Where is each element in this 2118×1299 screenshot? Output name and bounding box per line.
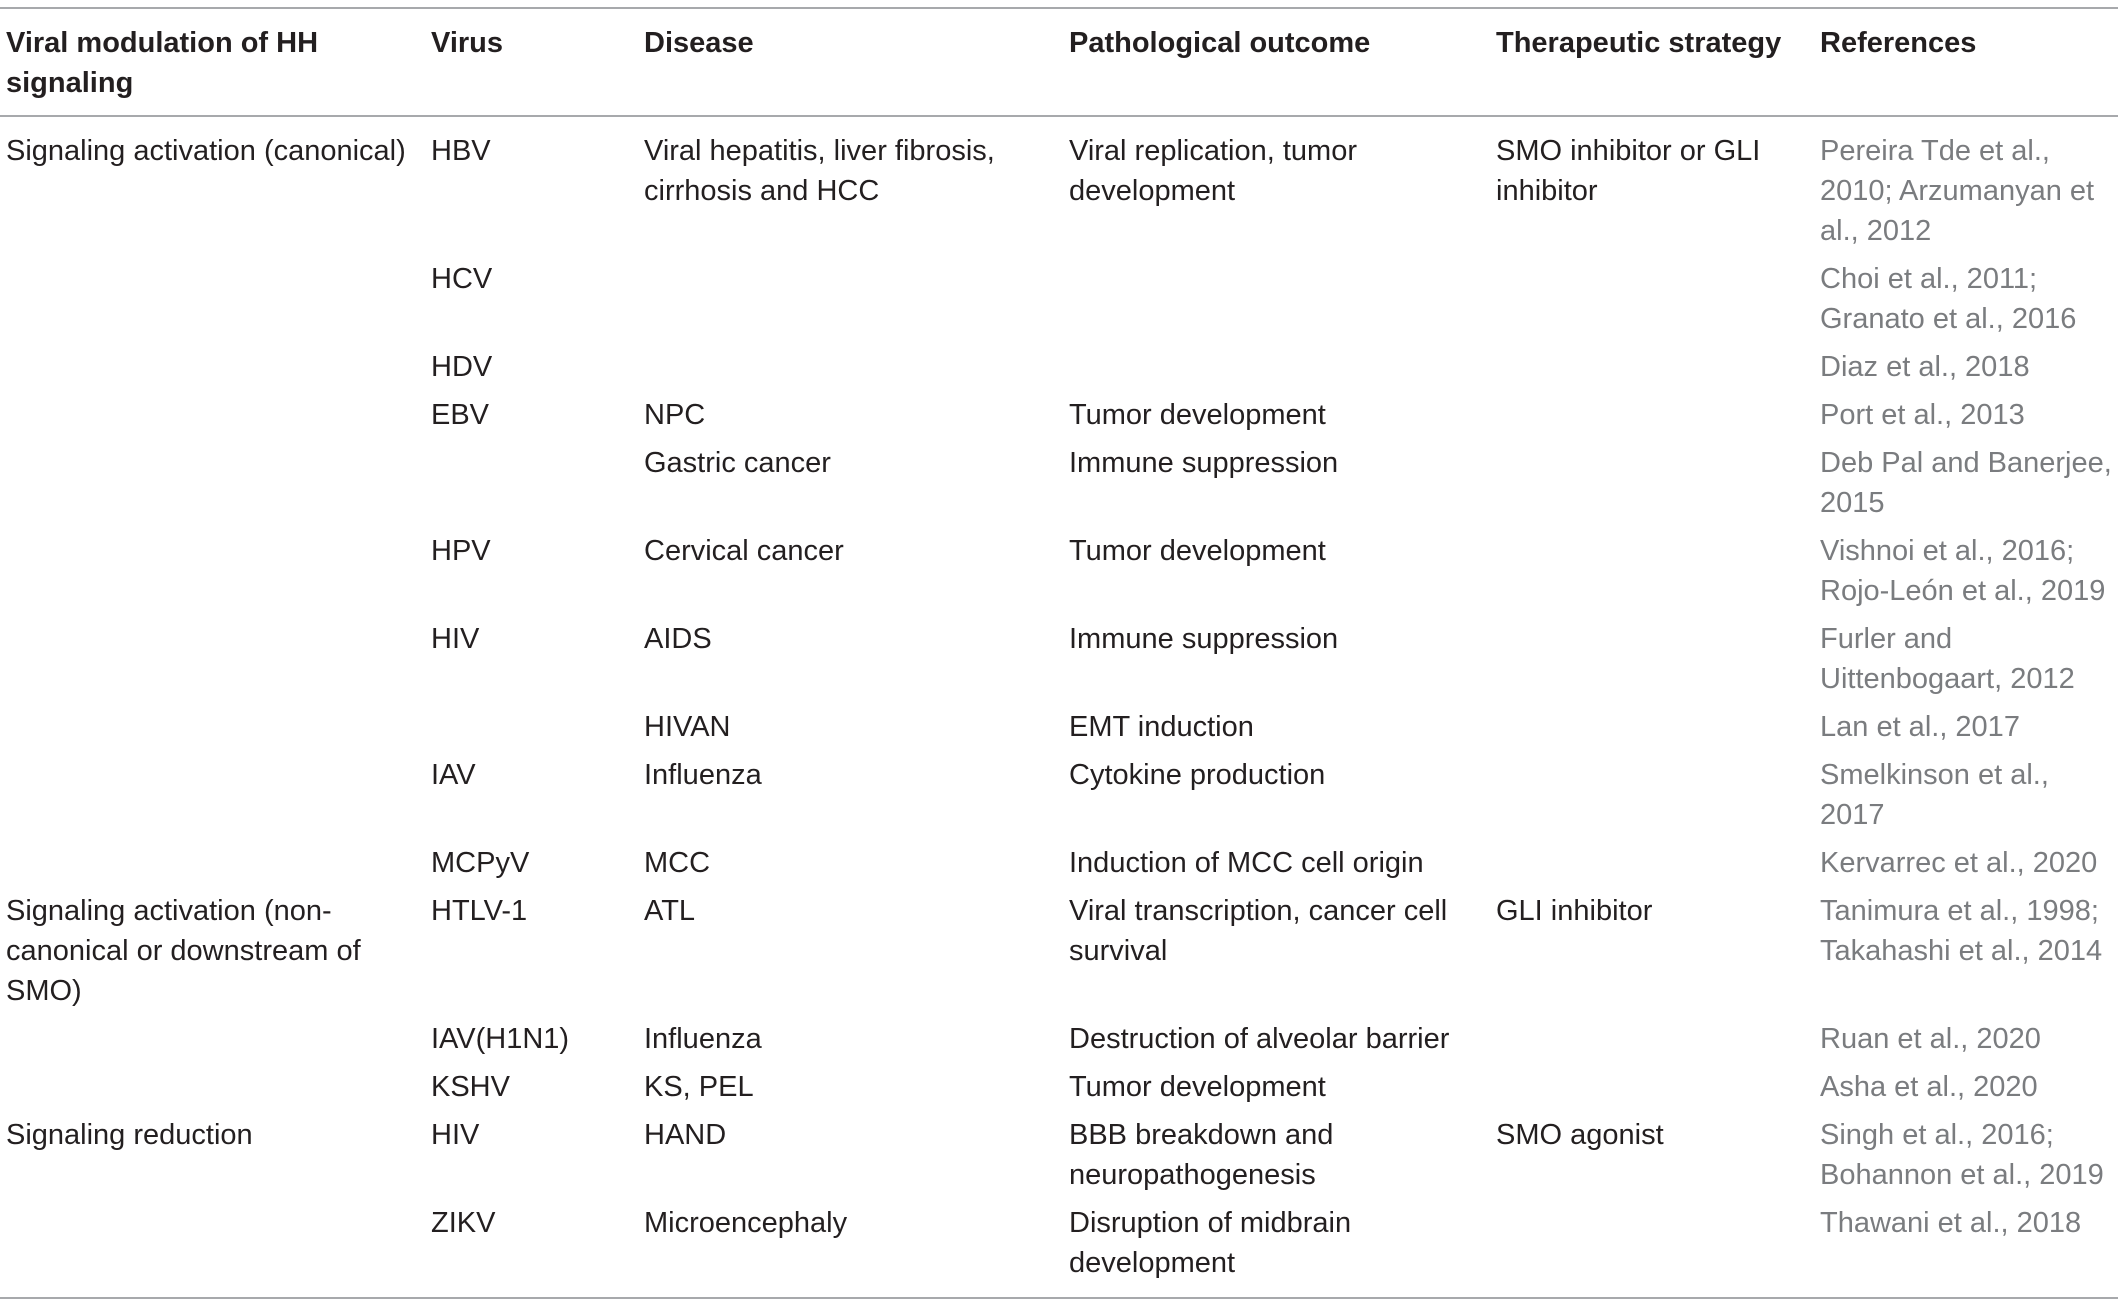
cell-outcome: BBB breakdown and neuropathogenesis bbox=[1069, 1119, 1334, 1191]
cell-outcome: Viral replication, tumor development bbox=[1069, 135, 1357, 207]
cell-strategy bbox=[1490, 439, 1814, 527]
cell-outcome: EMT induction bbox=[1069, 711, 1254, 743]
cell-virus: IAV bbox=[431, 759, 476, 791]
cell-virus: MCPyV bbox=[431, 847, 530, 879]
cell-strategy bbox=[1490, 839, 1814, 887]
cell-outcome: Immune suppression bbox=[1069, 447, 1339, 479]
cell-virus: HIV bbox=[431, 1119, 480, 1151]
cell-disease: Viral hepatitis, liver fibrosis, cirrhosis and HCC bbox=[644, 135, 995, 207]
table-row bbox=[0, 1015, 2118, 1063]
cell-outcome: Tumor development bbox=[1069, 1071, 1326, 1103]
cell-modulation bbox=[0, 391, 425, 439]
table-row bbox=[0, 839, 2118, 887]
cell-modulation bbox=[0, 1199, 425, 1298]
cell-outcome bbox=[1063, 343, 1490, 391]
cell-modulation bbox=[0, 615, 425, 703]
cell-disease: Microencephaly bbox=[644, 1207, 848, 1239]
viral-hh-signaling-table bbox=[0, 7, 2118, 1299]
cell-modulation bbox=[0, 255, 425, 343]
cell-references: Choi et al., 2011; Granato et al., 2016 bbox=[1820, 263, 2077, 335]
cell-disease: AIDS bbox=[644, 623, 712, 655]
cell-virus: KSHV bbox=[431, 1071, 510, 1103]
table-row bbox=[0, 255, 2118, 343]
table-body bbox=[0, 116, 2118, 1298]
table-row bbox=[0, 1111, 2118, 1199]
cell-modulation: Signaling activation (non-canonical or downstream of SMO) bbox=[6, 895, 361, 1007]
cell-disease bbox=[638, 343, 1063, 391]
cell-virus: HCV bbox=[431, 263, 493, 295]
cell-modulation bbox=[0, 839, 425, 887]
cell-disease: HIVAN bbox=[644, 711, 731, 743]
cell-references: Diaz et al., 2018 bbox=[1820, 351, 2030, 383]
cell-references: Lan et al., 2017 bbox=[1820, 711, 2020, 743]
cell-modulation bbox=[0, 1015, 425, 1063]
cell-virus: ZIKV bbox=[431, 1207, 496, 1239]
cell-virus bbox=[425, 703, 638, 751]
cell-virus: EBV bbox=[431, 399, 490, 431]
cell-references: Kervarrec et al., 2020 bbox=[1820, 847, 2098, 879]
cell-references: Singh et al., 2016; Bohannon et al., 2019 bbox=[1820, 1119, 2104, 1191]
table-row bbox=[0, 1063, 2118, 1111]
cell-references: Asha et al., 2020 bbox=[1820, 1071, 2038, 1103]
cell-outcome: Viral transcription, cancer cell survival bbox=[1069, 895, 1448, 967]
cell-modulation bbox=[0, 751, 425, 839]
cell-outcome: Tumor development bbox=[1069, 535, 1326, 567]
header-references: References bbox=[1820, 27, 1977, 59]
cell-references: Thawani et al., 2018 bbox=[1820, 1207, 2082, 1239]
cell-strategy bbox=[1490, 751, 1814, 839]
cell-modulation bbox=[0, 703, 425, 751]
table-row bbox=[0, 343, 2118, 391]
cell-strategy bbox=[1490, 1063, 1814, 1111]
cell-virus: HDV bbox=[431, 351, 493, 383]
cell-references: Smelkinson et al., 2017 bbox=[1820, 759, 2049, 831]
cell-disease: Gastric cancer bbox=[644, 447, 831, 479]
cell-strategy bbox=[1490, 1015, 1814, 1063]
cell-strategy bbox=[1490, 255, 1814, 343]
cell-virus: IAV(H1N1) bbox=[431, 1023, 570, 1055]
cell-strategy bbox=[1490, 391, 1814, 439]
table-row bbox=[0, 703, 2118, 751]
table-row bbox=[0, 439, 2118, 527]
table-row bbox=[0, 887, 2118, 1015]
cell-disease: Influenza bbox=[644, 1023, 762, 1055]
table-row bbox=[0, 527, 2118, 615]
cell-strategy: SMO agonist bbox=[1496, 1119, 1664, 1151]
cell-virus: HPV bbox=[431, 535, 491, 567]
cell-modulation: Signaling activation (canonical) bbox=[6, 135, 406, 167]
cell-outcome: Immune suppression bbox=[1069, 623, 1339, 655]
cell-virus bbox=[425, 439, 638, 527]
cell-outcome: Tumor development bbox=[1069, 399, 1326, 431]
header-row bbox=[0, 8, 2118, 116]
cell-references: Deb Pal and Banerjee, 2015 bbox=[1820, 447, 2112, 519]
cell-virus: HIV bbox=[431, 623, 480, 655]
header-outcome: Pathological outcome bbox=[1069, 27, 1371, 59]
cell-outcome: Destruction of alveolar barrier bbox=[1069, 1023, 1450, 1055]
table-row bbox=[0, 615, 2118, 703]
table-header bbox=[0, 8, 2118, 116]
cell-virus: HBV bbox=[431, 135, 491, 167]
cell-strategy: SMO inhibitor or GLI inhibitor bbox=[1496, 135, 1761, 207]
cell-disease: Influenza bbox=[644, 759, 762, 791]
header-strategy: Therapeutic strategy bbox=[1496, 27, 1782, 59]
cell-references: Pereira Tde et al., 2010; Arzumanyan et al., 2012 bbox=[1820, 135, 2095, 247]
cell-references: Ruan et al., 2020 bbox=[1820, 1023, 2041, 1055]
cell-disease bbox=[638, 255, 1063, 343]
cell-references: Furler and Uittenbogaart, 2012 bbox=[1820, 623, 2075, 695]
cell-disease: NPC bbox=[644, 399, 706, 431]
cell-modulation: Signaling reduction bbox=[6, 1119, 253, 1151]
cell-strategy bbox=[1490, 343, 1814, 391]
cell-outcome: Induction of MCC cell origin bbox=[1069, 847, 1424, 879]
cell-strategy bbox=[1490, 527, 1814, 615]
header-disease: Disease bbox=[644, 27, 754, 59]
header-modulation: Viral modulation of HH signaling bbox=[6, 27, 319, 99]
cell-strategy: GLI inhibitor bbox=[1496, 895, 1653, 927]
cell-references: Vishnoi et al., 2016; Rojo-León et al., 2019 bbox=[1820, 535, 2106, 607]
cell-disease: MCC bbox=[644, 847, 711, 879]
cell-disease: ATL bbox=[644, 895, 696, 927]
cell-strategy bbox=[1490, 615, 1814, 703]
cell-disease: HAND bbox=[644, 1119, 727, 1151]
cell-outcome bbox=[1063, 255, 1490, 343]
cell-strategy bbox=[1490, 1199, 1814, 1298]
header-virus: Virus bbox=[431, 27, 504, 59]
table-row bbox=[0, 1199, 2118, 1298]
cell-outcome: Disruption of midbrain development bbox=[1069, 1207, 1352, 1279]
table-row bbox=[0, 391, 2118, 439]
cell-references: Port et al., 2013 bbox=[1820, 399, 2025, 431]
cell-modulation bbox=[0, 1063, 425, 1111]
cell-disease: KS, PEL bbox=[644, 1071, 754, 1103]
table-row bbox=[0, 751, 2118, 839]
cell-modulation bbox=[0, 527, 425, 615]
table-row bbox=[0, 116, 2118, 255]
cell-modulation bbox=[0, 439, 425, 527]
cell-modulation bbox=[0, 343, 425, 391]
cell-strategy bbox=[1490, 703, 1814, 751]
cell-virus: HTLV-1 bbox=[431, 895, 528, 927]
cell-references: Tanimura et al., 1998; Takahashi et al., 2014 bbox=[1820, 895, 2103, 967]
cell-disease: Cervical cancer bbox=[644, 535, 844, 567]
cell-outcome: Cytokine production bbox=[1069, 759, 1326, 791]
